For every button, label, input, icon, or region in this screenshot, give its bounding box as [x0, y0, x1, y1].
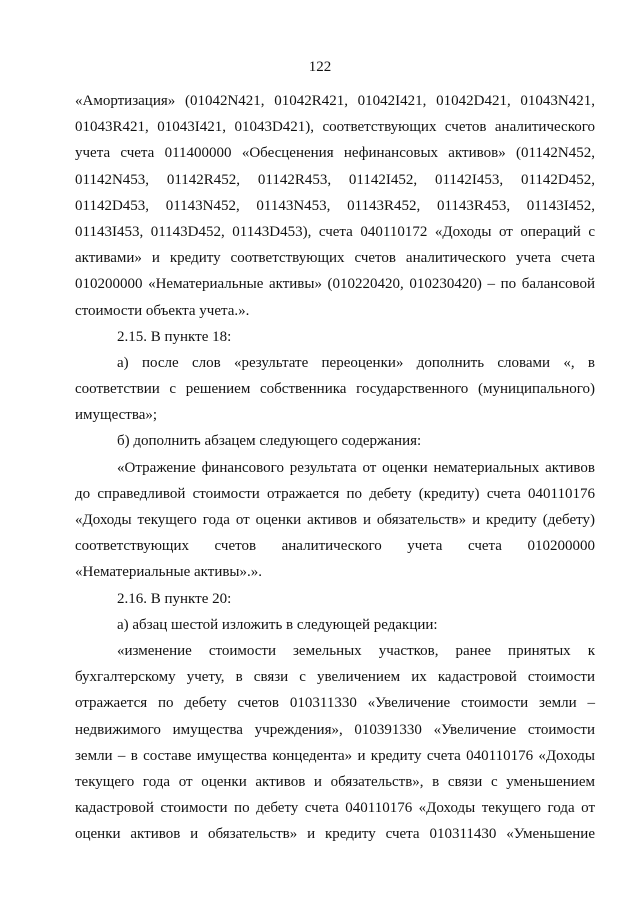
text-line: «Амортизация» (01042N421, 01042R421, 01042I421, 01042D421, 01043N421,: [75, 93, 595, 109]
text-line: 010200000 «Нематериальные активы» (010220420, 010230420) – по балансовой: [75, 276, 595, 293]
text-line: «Нематериальные активы».».: [75, 564, 263, 581]
text-line: а) абзац шестой изложить в следующей редакции:: [117, 616, 438, 633]
document-body: [75, 88, 595, 847]
text-line: 01142D453, 01143N452, 01143N453, 01143R452, 01143R453, 01143I452,: [75, 197, 595, 214]
text-line: кадастровой стоимости по дебету счета 040110176 «Доходы текущего года от: [75, 800, 595, 817]
text-line: «Доходы текущего года от оценки активов и обязательств» и кредиту (дебету): [75, 512, 595, 528]
page-number: 122: [308, 59, 332, 75]
text-line: соответствующих счетов аналитического учета счета 010200000: [75, 538, 595, 555]
text-line: отражается по дебету счетов 010311330 «Увеличение стоимости земли –: [75, 695, 595, 712]
text-line: соответствии с решением собственника государственного (муниципального): [75, 381, 595, 398]
text-line: учета счета 011400000 «Обесценения нефинансовых активов» (01142N452,: [75, 145, 595, 162]
text-line: б) дополнить абзацем следующего содержания:: [117, 433, 422, 450]
text-line: «изменение стоимости земельных участков, ранее принятых к: [117, 642, 595, 659]
text-line: стоимости объекта учета.».: [75, 302, 250, 319]
text-line: 01142N453, 01142R452, 01142R453, 01142I452, 01142I453, 01142D452,: [75, 171, 595, 188]
text-line: 01143I453, 01143D452, 01143D453), счета 040110172 «Доходы от операций с: [75, 223, 595, 240]
text-line: а) после слов «результате переоценки» дополнить словами «, в: [117, 354, 595, 371]
text-line: до справедливой стоимости отражается по дебету (кредиту) счета 040110176: [75, 485, 595, 502]
text-line: «Отражение финансового результата от оценки нематериальных активов: [117, 459, 595, 476]
text-line: имущества»;: [75, 407, 158, 424]
text-line: 2.15. В пункте 18:: [117, 328, 232, 345]
text-line: оценки активов и обязательств» и кредиту счета 010311430 «Уменьшение: [75, 826, 595, 843]
text-line: земли – в составе имущества концедента» и кредиту счета 040110176 «Доходы: [75, 747, 595, 764]
text-line: недвижимого имущества учреждения», 010391330 «Увеличение стоимости: [75, 721, 595, 738]
text-line: активами» и кредиту соответствующих счетов аналитического учета счета: [75, 250, 595, 267]
text-line: текущего года от оценки активов и обязательств», в связи с уменьшением: [75, 773, 595, 790]
text-line: бухгалтерскому учету, в связи с увеличением их кадастровой стоимости: [75, 669, 595, 686]
text-line: 01043R421, 01043I421, 01043D421), соответствующих счетов аналитического: [75, 119, 595, 136]
text-line: 2.16. В пункте 20:: [117, 590, 232, 607]
